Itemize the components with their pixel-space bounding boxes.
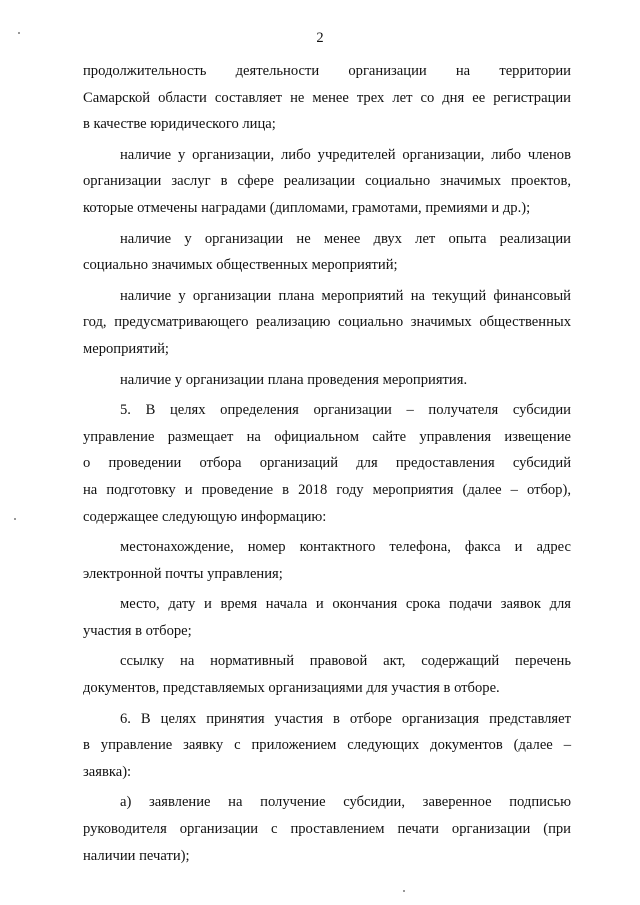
paragraph [83, 397, 571, 530]
text-line: участия в отборе; [83, 622, 192, 639]
text-line: наличие у организации плана мероприятий на текущий финансовый [120, 287, 571, 304]
paragraph [83, 591, 571, 644]
paragraph [83, 58, 571, 138]
text-line: место, дату и время начала и окончания срока подачи заявок для [120, 596, 571, 613]
text-line: продолжительность деятельности организации на территории [83, 63, 571, 79]
paragraph [83, 283, 571, 363]
paragraph [83, 226, 571, 279]
text-line: наличие у организации, либо учредителей организации, либо членов [120, 146, 571, 163]
text-line: год, предусматривающего реализацию социально значимых общественных [83, 314, 571, 331]
text-line: 6. В целях принятия участия в отборе организация представляет [120, 710, 571, 727]
paragraph [83, 142, 571, 222]
text-line: а) заявление на получение субсидии, заверенное подписью [120, 794, 571, 811]
paragraph [83, 367, 571, 394]
text-line: наличие у организации не менее двух лет опыта реализации [120, 230, 571, 247]
text-line: управление размещает на официальном сайте управления извещение [83, 428, 571, 445]
scan-speck [14, 518, 16, 520]
text-line: наличии печати); [83, 847, 190, 864]
paragraph [83, 648, 571, 701]
text-line: наличие у организации плана проведения мероприятия. [120, 371, 468, 388]
paragraph [83, 534, 571, 587]
text-line: на подготовку и проведение в 2018 году мероприятия (далее – отбор), [83, 481, 571, 498]
paragraph [83, 789, 571, 869]
scan-speck [18, 32, 20, 34]
text-line: которые отмечены наградами (дипломами, грамотами, премиями и др.); [83, 199, 531, 216]
text-line: о проведении отбора организаций для предоставления субсидий [83, 455, 571, 472]
text-line: электронной почты управления; [83, 565, 283, 582]
text-line: заявка): [83, 763, 132, 780]
text-line: документов, представляемых организациями для участия в отборе. [83, 680, 500, 697]
text-line: организации заслуг в сфере реализации социально значимых проектов, [83, 173, 571, 190]
text-line: в качестве юридического лица; [83, 116, 276, 133]
scan-speck [403, 890, 405, 892]
page-number: 2 [316, 30, 324, 46]
text-line: в управление заявку с приложением следующих документов (далее – [83, 737, 571, 754]
text-line: ссылку на нормативный правовой акт, содержащий перечень [120, 653, 571, 670]
paragraph [83, 706, 571, 786]
text-line: местонахождение, номер контактного телефона, факса и адрес [120, 539, 571, 556]
text-line: Самарской области составляет не менее трех лет со дня ее регистрации [83, 89, 571, 106]
text-line: мероприятий; [83, 340, 169, 357]
text-line: социально значимых общественных мероприятий; [83, 257, 398, 274]
text-line: содержащее следующую информацию: [83, 508, 327, 525]
document-body [83, 58, 571, 869]
text-line: 5. В целях определения организации – получателя субсидии [120, 402, 571, 419]
text-line: руководителя организации с проставлением печати организации (при [83, 821, 571, 838]
